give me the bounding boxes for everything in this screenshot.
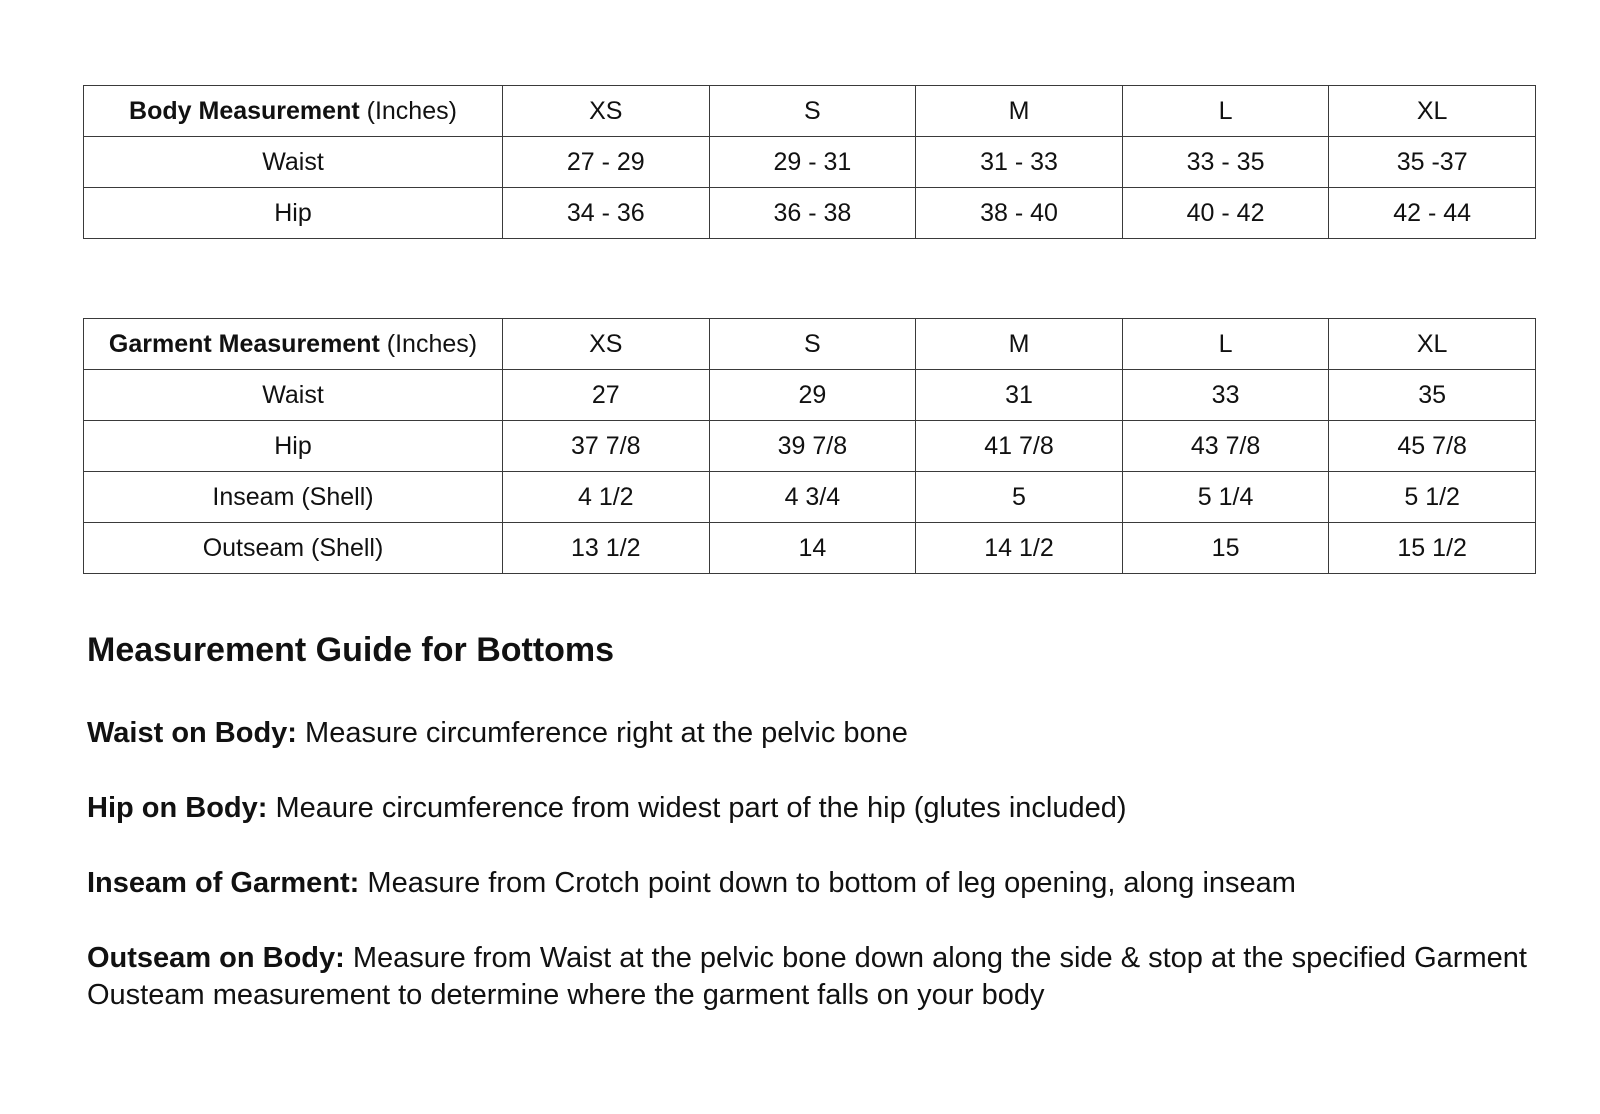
guide-item-hip [87, 790, 1587, 827]
table-cell: 45 7/8 [1329, 421, 1536, 472]
guide-item-inseam [87, 865, 1587, 902]
measurement-guide [87, 630, 1587, 1011]
table-cell: 15 1/2 [1329, 523, 1536, 574]
size-header-xl: XL [1329, 86, 1536, 137]
table-cell: 35 [1329, 370, 1536, 421]
table-cell: 36 - 38 [709, 188, 916, 239]
table-cell: 38 - 40 [916, 188, 1123, 239]
table-row [84, 421, 1536, 472]
table-cell: 14 [709, 523, 916, 574]
table-cell: 33 - 35 [1122, 137, 1329, 188]
table-cell: 33 [1122, 370, 1329, 421]
table-cell: 35 -37 [1329, 137, 1536, 188]
table-cell: 27 [503, 370, 710, 421]
row-label: Hip [84, 188, 503, 239]
guide-term: Hip on Body: [87, 792, 268, 824]
garment-measurement-table [83, 318, 1536, 574]
table-cell: 37 7/8 [503, 421, 710, 472]
guide-text: Meaure circumference from widest part of the hip (glutes included) [275, 792, 1127, 824]
row-label: Waist [84, 370, 503, 421]
size-header-l: L [1122, 86, 1329, 137]
table-cell: 31 [916, 370, 1123, 421]
table-cell: 4 1/2 [503, 472, 710, 523]
size-header-l: L [1122, 319, 1329, 370]
table-row [84, 137, 1536, 188]
table-cell: 31 - 33 [916, 137, 1123, 188]
table-cell: 29 [709, 370, 916, 421]
size-header-m: M [916, 319, 1123, 370]
table-cell: 39 7/8 [709, 421, 916, 472]
row-label: Inseam (Shell) [84, 472, 503, 523]
table-row [84, 523, 1536, 574]
table-row [84, 188, 1536, 239]
guide-text: Measure from Crotch point down to bottom of leg opening, along inseam [367, 867, 1296, 899]
size-header-s: S [709, 319, 916, 370]
table-header-row [84, 86, 1536, 137]
row-label: Hip [84, 421, 503, 472]
size-header-m: M [916, 86, 1123, 137]
table-cell: 29 - 31 [709, 137, 916, 188]
table-cell: 15 [1122, 523, 1329, 574]
table-row [84, 370, 1536, 421]
table-header-row [84, 319, 1536, 370]
guide-term: Outseam on Body: [87, 942, 345, 974]
guide-term: Waist on Body: [87, 717, 297, 749]
body-measurement-table [83, 85, 1536, 239]
table-cell: 5 1/4 [1122, 472, 1329, 523]
table-cell: 13 1/2 [503, 523, 710, 574]
header-label-cell [84, 319, 503, 370]
table-cell: 27 - 29 [503, 137, 710, 188]
table-cell: 14 1/2 [916, 523, 1123, 574]
header-label-unit: (Inches) [386, 329, 478, 358]
table-cell: 43 7/8 [1122, 421, 1329, 472]
guide-text: Measure from Waist at the pelvic bone down along the side & stop at the specified Garment Ousteam measurement to determine where the garment falls on your body [87, 942, 1527, 1011]
guide-term: Inseam of Garment: [87, 867, 360, 899]
header-label-bold: Garment Measurement [108, 329, 380, 358]
row-label: Waist [84, 137, 503, 188]
table-cell: 4 3/4 [709, 472, 916, 523]
size-header-xl: XL [1329, 319, 1536, 370]
size-header-s: S [709, 86, 916, 137]
row-label: Outseam (Shell) [84, 523, 503, 574]
guide-title: Measurement Guide for Bottoms [87, 631, 615, 669]
guide-item-waist [87, 715, 1587, 752]
size-header-xs: XS [503, 86, 710, 137]
table-cell: 41 7/8 [916, 421, 1123, 472]
table-row [84, 472, 1536, 523]
size-header-xs: XS [503, 319, 710, 370]
table-cell: 40 - 42 [1122, 188, 1329, 239]
header-label-cell [84, 86, 503, 137]
guide-text: Measure circumference right at the pelvic bone [305, 717, 908, 749]
header-label-unit: (Inches) [366, 96, 457, 125]
guide-item-outseam [87, 940, 1587, 1014]
table-cell: 34 - 36 [503, 188, 710, 239]
table-cell: 5 1/2 [1329, 472, 1536, 523]
table-cell: 42 - 44 [1329, 188, 1536, 239]
header-label-bold: Body Measurement [129, 96, 360, 125]
table-cell: 5 [916, 472, 1123, 523]
